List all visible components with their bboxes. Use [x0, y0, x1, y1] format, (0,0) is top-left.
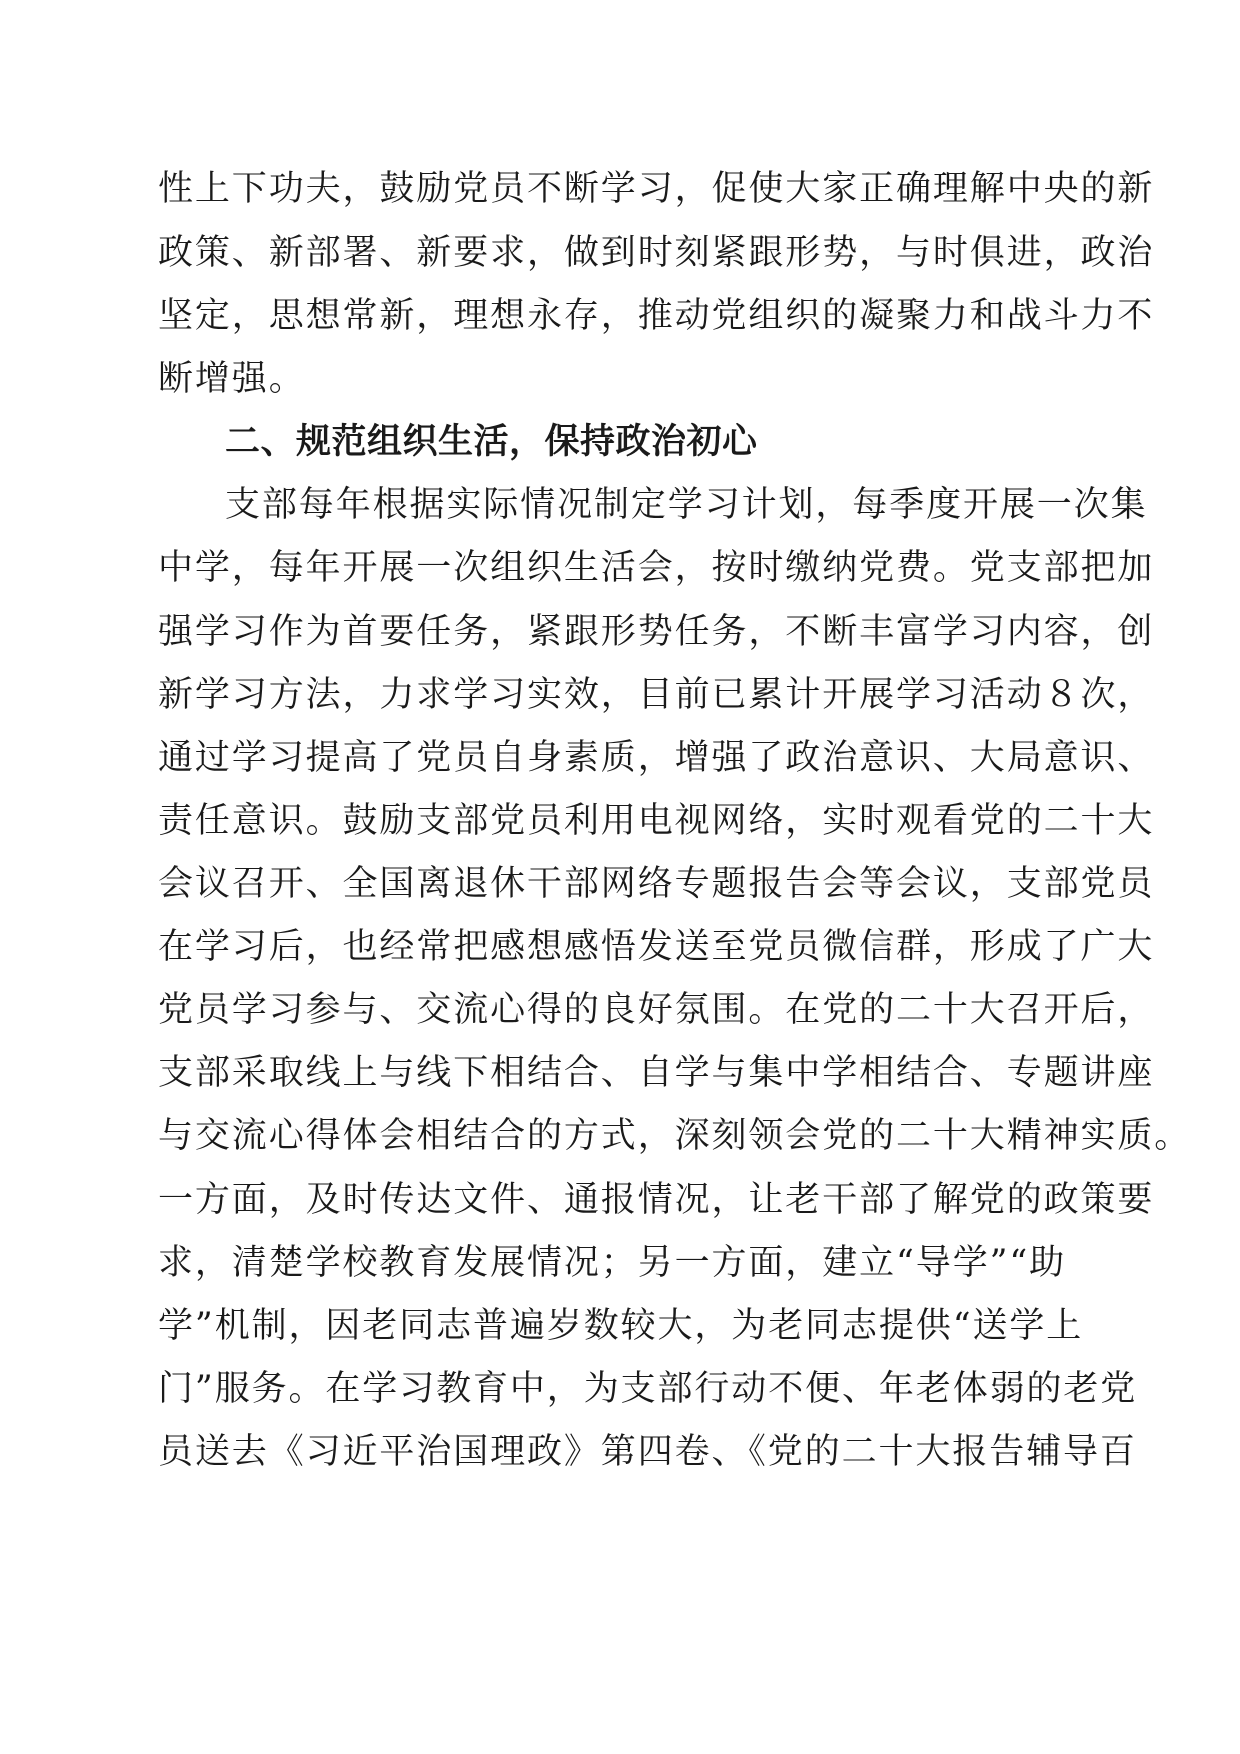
paragraph-line: 责任意识。鼓励支部党员利用电视网络，实时观看党的二十大	[158, 801, 1155, 841]
paragraph-line: 通过学习提高了党员自身素质，增强了政治意识、大局意识、	[158, 738, 1155, 778]
paragraph-line: 政策、新部署、新要求，做到时刻紧跟形势，与时俱进，政治	[158, 233, 1155, 273]
paragraph-line: 学”机制，因老同志普遍岁数较大，为老同志提供“送学上	[158, 1306, 1084, 1346]
paragraph-line: 性上下功夫，鼓励党员不断学习，促使大家正确理解中央的新	[158, 169, 1155, 209]
paragraph-line: 断增强。	[158, 359, 306, 399]
paragraph-line: 门”服务。在学习教育中，为支部行动不便、年老体弱的老党	[158, 1369, 1138, 1409]
paragraph-line: 支部采取线上与线下相结合、自学与集中学相结合、专题讲座	[158, 1053, 1155, 1093]
paragraph-line: 会议召开、全国离退休干部网络专题报告会等会议，支部党员	[158, 864, 1155, 904]
paragraph-line: 与交流心得体会相结合的方式，深刻领会党的二十大精神实质。	[158, 1116, 1192, 1156]
paragraph-line: 强学习作为首要任务，紧跟形势任务，不断丰富学习内容，创	[158, 612, 1155, 652]
paragraph-line: 一方面，及时传达文件、通报情况，让老干部了解党的政策要	[158, 1180, 1155, 1220]
paragraph-line: 新学习方法，力求学习实效，目前已累计开展学习活动８次，	[158, 675, 1155, 715]
paragraph-line: 员送去《习近平治国理政》第四卷、《党的二十大报告辅导百	[158, 1432, 1137, 1472]
paragraph-line: 中学，每年开展一次组织生活会，按时缴纳党费。党支部把加	[158, 548, 1155, 588]
paragraph-line: 支部每年根据实际情况制定学习计划，每季度开展一次集	[225, 485, 1148, 525]
section-heading: 二、规范组织生活，保持政治初心	[225, 422, 758, 462]
paragraph-line: 坚定，思想常新，理想永存，推动党组织的凝聚力和战斗力不	[158, 296, 1155, 336]
paragraph-line: 求，清楚学校教育发展情况；另一方面，建立“导学”“助	[158, 1243, 1067, 1283]
paragraph-line: 党员学习参与、交流心得的良好氛围。在党的二十大召开后，	[158, 990, 1155, 1030]
paragraph-line: 在学习后，也经常把感想感悟发送至党员微信群，形成了广大	[158, 927, 1155, 967]
